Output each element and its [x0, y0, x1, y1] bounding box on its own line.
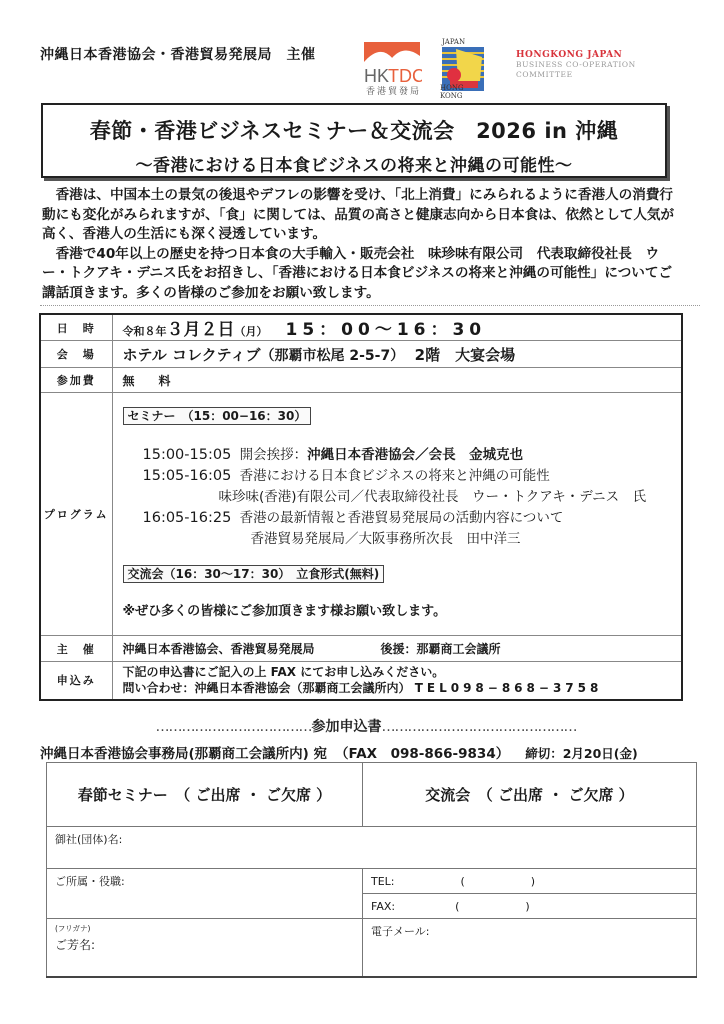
email-field[interactable]: 電子メール: — [363, 919, 697, 977]
department-field[interactable]: ご所属・役職: — [47, 869, 363, 919]
attendance-row — [47, 763, 697, 827]
name-label: ご芳名: — [55, 938, 96, 952]
application-instructions: 下記の申込書にご記入の上 FAX にてお申し込みください。 — [122, 665, 445, 680]
committee-logo — [516, 50, 636, 80]
application-form — [46, 762, 697, 978]
program-item-time: 16:05-16:25 — [142, 510, 232, 526]
date-value — [112, 314, 682, 341]
venue-room: 2階 大宴会場 — [414, 345, 516, 364]
program-item-speaker: 沖縄日本香港協会／会長 金城克也 — [307, 447, 524, 463]
program-item — [143, 443, 524, 463]
venue-value — [112, 341, 682, 368]
program-item-time: 15:00-15:05 — [142, 447, 232, 463]
fee-value: 無 料 — [112, 368, 682, 393]
seminar-attendance-field[interactable]: 春節セミナー （ ご出席 ・ ご欠席 ） — [47, 763, 363, 827]
committee-logo-line3: COMMITTEE — [516, 70, 573, 79]
organizer-label: 主 催 — [40, 636, 112, 662]
tel-area-code: ( ) — [460, 875, 536, 888]
organizers-heading: 沖縄日本香港協会・香港貿易発展局 主催 — [40, 47, 316, 63]
intro-text — [42, 186, 682, 303]
name-field[interactable] — [47, 919, 363, 977]
svg-text:TDC: TDC — [388, 66, 422, 86]
program-item-text: 香港における日本食ビジネスの将来と沖縄の可能性 — [239, 468, 550, 484]
fee-label: 参加費 — [40, 368, 112, 393]
program-item-text: 香港の最新情報と香港貿易発展局の活動内容について — [239, 510, 564, 526]
dotted-leader: ……………………………………… — [381, 719, 577, 735]
svg-text:HK: HK — [364, 66, 390, 86]
fax-label: FAX: — [371, 900, 396, 913]
program-row — [40, 393, 682, 636]
application-row — [40, 662, 682, 700]
venue-row — [40, 341, 682, 368]
committee-logo-line1: HONGKONG JAPAN — [516, 50, 623, 60]
tel-field[interactable] — [363, 869, 697, 894]
exchange-attendance-field[interactable]: 交流会 （ ご出席 ・ ご欠席 ） — [363, 763, 697, 827]
venue-label: 会 場 — [40, 341, 112, 368]
event-title: 春節・香港ビジネスセミナー＆交流会 2026 in 沖縄 — [89, 119, 619, 143]
date-weekday: （月） — [234, 325, 268, 338]
program-item-speaker: 味珍味(香港)有限公司／代表取締役社長 ウー・トクアキ・デニス 氏 — [218, 489, 647, 505]
contact-name: 問い合わせ：沖縄日本香港協会（那覇商工会議所内） — [122, 681, 411, 696]
intro-paragraph-2: 香港で40年以上の歴史を持つ日本食の大手輸入・販売会社 味珍味有限公司 代表取締役社長 ウー・トクアキ・デニス氏をお招きし、「香港における日本食ビジネスの将来と沖縄の可能性」についてご講話頂きます。多くの皆様のご参加をお願い致します。 — [42, 245, 673, 301]
deadline: 締切：2月20日(金) — [525, 746, 638, 761]
organizer-names: 沖縄日本香港協会、香港貿易発展局 — [122, 642, 315, 656]
contact-tel: TEL098−868−3758 — [414, 681, 603, 696]
hktdc-logo-icon — [362, 40, 422, 98]
tel-label: TEL: — [371, 875, 395, 888]
fax-area-code: ( ) — [455, 900, 530, 913]
venue-address: （那覇市松尾 2-5-7） — [260, 347, 405, 364]
date-day: ３月２日 — [166, 320, 235, 340]
fax-field[interactable] — [363, 894, 697, 919]
seminar-header: セミナー （15：00−16：30） — [123, 407, 312, 425]
form-title-text: 参加申込書 — [311, 719, 382, 735]
program-value — [112, 393, 682, 636]
event-subtitle: ～香港における日本食ビジネスの将来と沖縄の可能性～ — [135, 156, 573, 176]
date-era: 令和８年 — [122, 325, 167, 338]
organizer-row — [40, 636, 682, 662]
event-info-table — [39, 313, 683, 701]
department-tel-row — [47, 869, 697, 894]
addressee-fax: （FAX 098-866-9834） — [335, 746, 510, 762]
form-addressee — [40, 742, 638, 762]
exchange-header: 交流会（16：30～17：30） 立食形式(無料) — [123, 565, 385, 583]
supporter: 後援：那覇商工会議所 — [380, 642, 501, 656]
addressee-name: 沖縄日本香港協会事務局(那覇商工会議所内) 宛 — [40, 746, 328, 762]
program-item — [143, 506, 564, 526]
name-email-row — [47, 919, 697, 977]
company-name-field[interactable]: 御社(団体)名: — [47, 827, 697, 869]
date-row — [40, 314, 682, 341]
form-title — [86, 716, 646, 736]
application-label: 申込み — [40, 662, 112, 700]
dotted-leader: ……………………………… — [155, 719, 312, 735]
program-label: プログラム — [40, 393, 112, 636]
junk-boat-logo-icon — [438, 38, 488, 100]
program-item-time: 15:05-16:05 — [142, 468, 232, 484]
program-item-speaker: 香港貿易発展局／大阪事務所次長 田中洋三 — [250, 531, 521, 547]
fee-row — [40, 368, 682, 393]
furigana-label: (フリガナ) — [55, 924, 91, 933]
program-item — [143, 464, 550, 484]
program-item-text: 開会挨拶： — [239, 447, 308, 463]
intro-paragraph-1: 香港は、中国本土の景気の後退やデフレの影響を受け、「北上消費」にみられるように香港人の消費行動にも変化がみられますが、「食」に関しては、品質の高さと健康志向から日本食は、依然として人気が高く、香港人の生活にも深く浸透しています。 — [42, 187, 675, 242]
venue-name: ホテル コレクティブ — [122, 345, 261, 364]
program-note: ※ぜひ多くの皆様にご参加頂きます様お願い致します。 — [122, 604, 447, 619]
organizer-value — [112, 636, 682, 662]
date-time: 15：00～16：30 — [285, 320, 487, 340]
title-box — [41, 103, 667, 178]
contact-line — [123, 680, 682, 696]
logo-hongkong-label: HONG KONG — [440, 84, 464, 100]
hktdc-subtitle: 香港貿發局 — [366, 87, 422, 97]
committee-logo-line2: BUSINESS CO-OPERATION — [516, 60, 636, 69]
logo-japan-label: JAPAN — [442, 38, 466, 46]
date-label: 日 時 — [40, 314, 112, 341]
application-value — [112, 662, 682, 700]
dotted-divider — [40, 305, 700, 306]
company-row — [47, 827, 697, 869]
